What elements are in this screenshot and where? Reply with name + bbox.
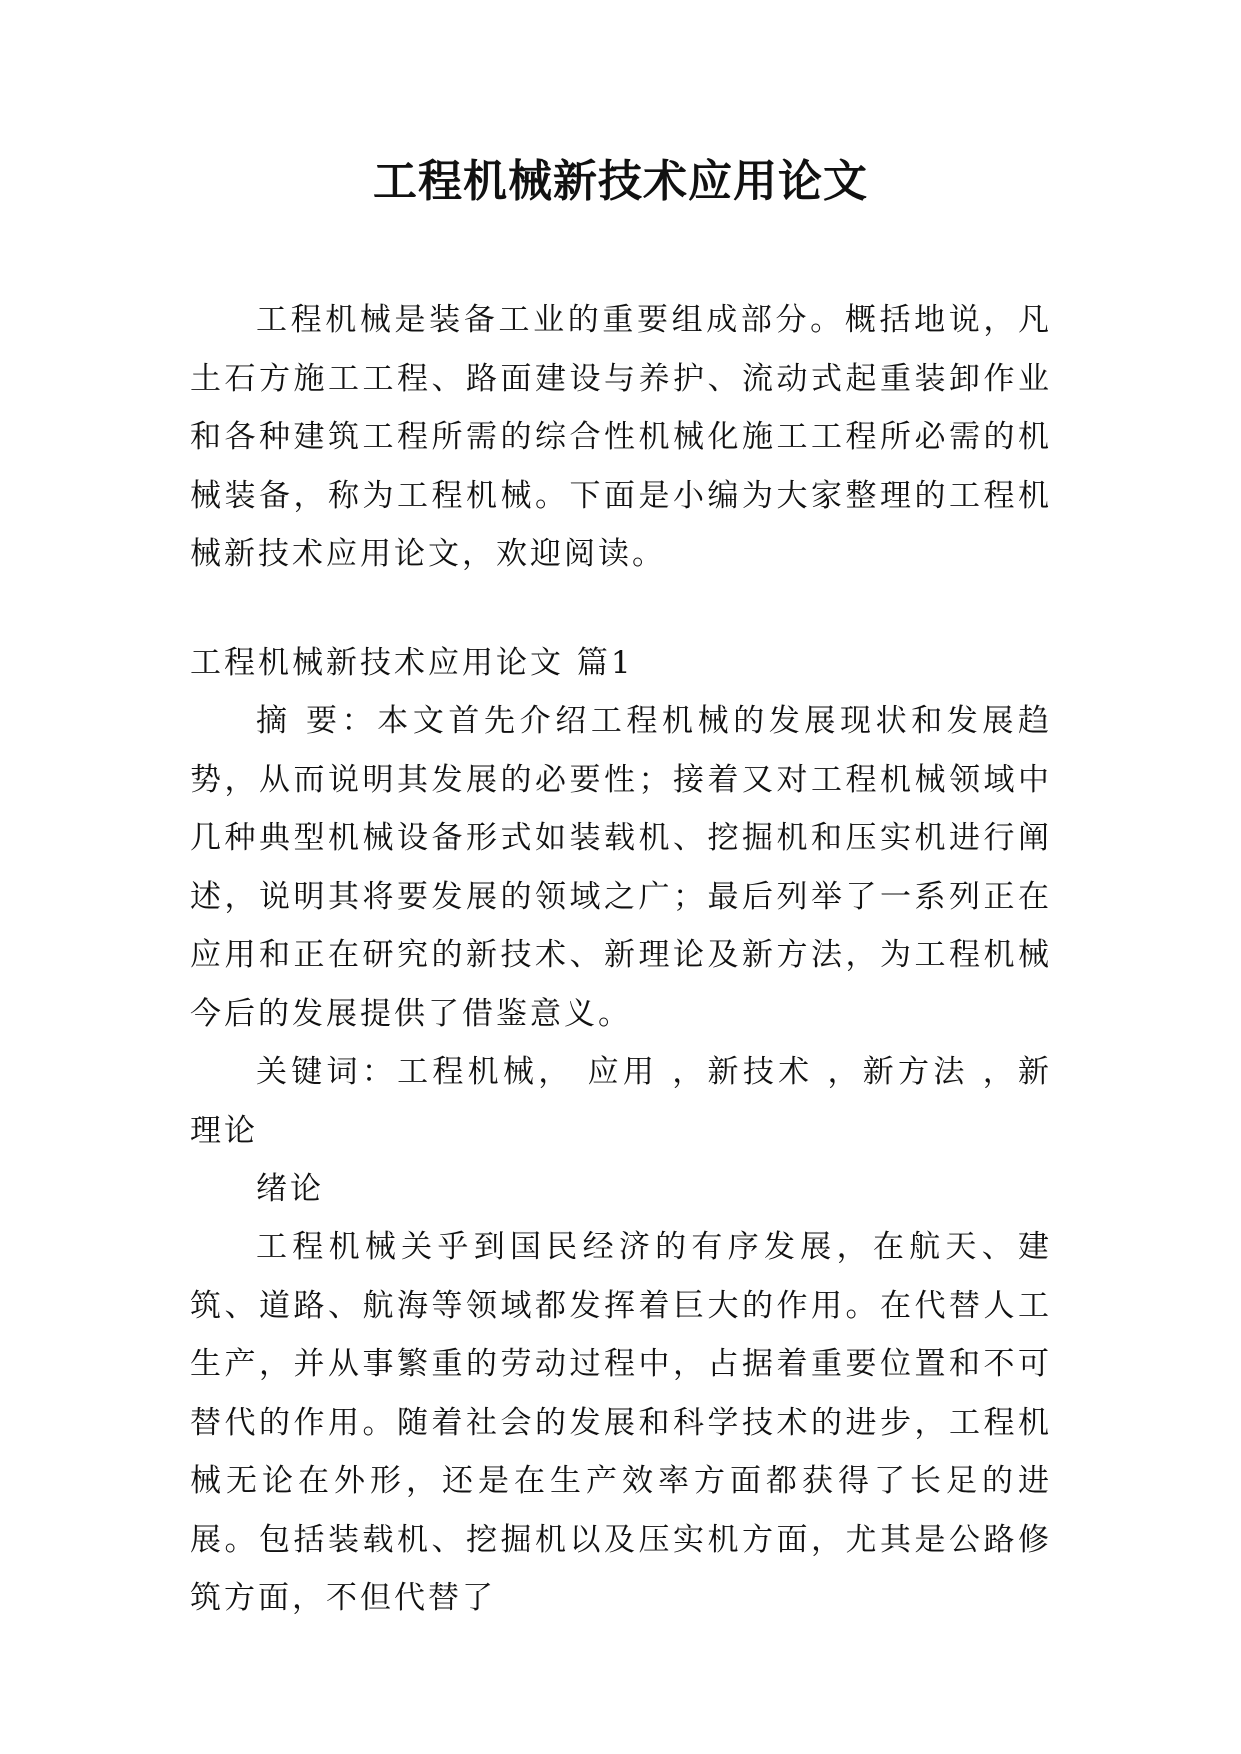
introduction-paragraph: 工程机械关乎到国民经济的有序发展，在航天、建筑、道路、航海等领域都发挥着巨大的作用。在代替人工生产，并从事繁重的劳动过程中，占据着重要位置和不可替代的作用。随着社会的发展和科学技术的进步，工程机械无论在外形，还是在生产效率方面都获得了长足的进展。包括装载机、挖掘机以及压实机方面，尤其是公路修筑方面，不但代替了 xyxy=(190,1229,1052,1616)
intro-paragraph: 工程机械是装备工业的重要组成部分。概括地说，凡土石方施工工程、路面建设与养护、流动式起重装卸作业和各种建筑工程所需的综合性机械化施工工程所必需的机械装备，称为工程机械。下面是小编为大家整理的工程机械新技术应用论文，欢迎阅读。 xyxy=(190,302,1052,572)
section-heading: 工程机械新技术应用论文 篇1 xyxy=(190,645,634,681)
document-title: 工程机械新技术应用论文 xyxy=(373,156,868,207)
keywords-paragraph: 关键词：工程机械， 应用 ，新技术 ，新方法 ，新理论 xyxy=(190,1054,1052,1149)
abstract-paragraph: 摘 要：本文首先介绍工程机械的发展现状和发展趋势，从而说明其发展的必要性；接着又对工程机械领域中几种典型机械设备形式如装载机、挖掘机和压实机进行阐述，说明其将要发展的领域之广；最后列举了一系列正在应用和正在研究的新技术、新理论及新方法，为工程机械今后的发展提供了借鉴意义。 xyxy=(190,703,1052,1032)
introduction-heading: 绪论 xyxy=(256,1171,324,1207)
